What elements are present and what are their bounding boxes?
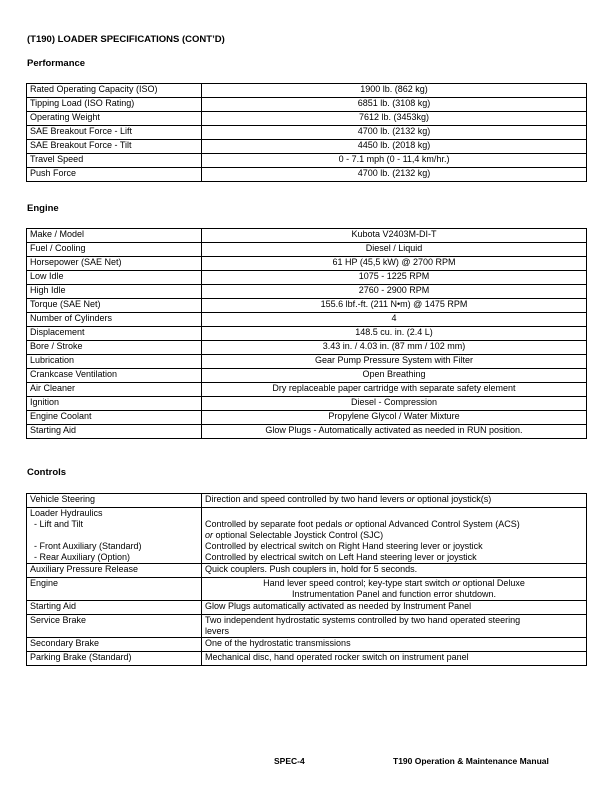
engine-row-label: Lubrication: [27, 355, 202, 369]
service-brake-label: Service Brake: [27, 615, 202, 638]
table-row: [27, 425, 587, 439]
parking-brake-value: Mechanical disc, hand operated rocker switch on instrument panel: [202, 652, 587, 666]
table-row: [27, 243, 587, 257]
controls-engine-label: Engine: [27, 578, 202, 601]
performance-table: [26, 83, 587, 182]
table-row: [27, 285, 587, 299]
engine-row-value: Propylene Glycol / Water Mixture: [202, 411, 587, 425]
engine-table: [26, 228, 587, 439]
loader-hydraulics-label: Loader Hydraulics - Lift and Tilt - Front Auxiliary (Standard) - Rear Auxiliary (Option): [27, 508, 202, 564]
engine-row-label: Displacement: [27, 327, 202, 341]
performance-row-label: Tipping Load (ISO Rating): [27, 98, 202, 112]
performance-rows: [27, 84, 587, 182]
table-row: [27, 313, 587, 327]
parking-brake-label: Parking Brake (Standard): [27, 652, 202, 666]
table-row: [27, 98, 587, 112]
engine-row-label: Crankcase Ventilation: [27, 369, 202, 383]
table-row: [27, 229, 587, 243]
table-row: [27, 601, 587, 615]
performance-row-value: 1900 lb. (862 kg): [202, 84, 587, 98]
controls-table: [26, 493, 587, 666]
engine-row-value: 3.43 in. / 4.03 in. (87 mm / 102 mm): [202, 341, 587, 355]
engine-row-label: Torque (SAE Net): [27, 299, 202, 313]
table-row: [27, 578, 587, 601]
table-row: [27, 564, 587, 578]
performance-row-label: Rated Operating Capacity (ISO): [27, 84, 202, 98]
engine-row-value: Dry replaceable paper cartridge with separate safety element: [202, 383, 587, 397]
table-row: [27, 154, 587, 168]
engine-row-value: Diesel - Compression: [202, 397, 587, 411]
secondary-brake-label: Secondary Brake: [27, 638, 202, 652]
vehicle-steering-label: Vehicle Steering: [27, 494, 202, 508]
loader-hydraulics-value: Controlled by separate foot pedals or optional Advanced Control System (ACS) or optional Selectable Joystick Control (SJC) Controlled by electrical switch on Right Hand steering lever or joystick Controlled by electrical switch on Left Hand steering lever or joystick: [202, 508, 587, 564]
starting-aid-label: Starting Aid: [27, 601, 202, 615]
table-row: [27, 140, 587, 154]
table-row: [27, 168, 587, 182]
performance-row-label: Push Force: [27, 168, 202, 182]
table-row: [27, 494, 587, 508]
performance-row-label: Operating Weight: [27, 112, 202, 126]
table-row: [27, 369, 587, 383]
performance-row-value: 4700 lb. (2132 kg): [202, 168, 587, 182]
starting-aid-value: Glow Plugs automatically activated as needed by Instrument Panel: [202, 601, 587, 615]
performance-row-value: 0 - 7.1 mph (0 - 11,4 km/hr.): [202, 154, 587, 168]
engine-rows: [27, 229, 587, 439]
controls-engine-value: Hand lever speed control; key-type start switch or optional Deluxe Instrumentation Panel and function error shutdown.: [202, 578, 587, 601]
engine-row-value: Diesel / Liquid: [202, 243, 587, 257]
engine-row-label: Ignition: [27, 397, 202, 411]
engine-row-value: 2760 - 2900 RPM: [202, 285, 587, 299]
vehicle-steering-value: Direction and speed controlled by two hand levers or optional joystick(s): [202, 494, 587, 508]
performance-row-value: 4700 lb. (2132 kg): [202, 126, 587, 140]
table-row: [27, 271, 587, 285]
engine-row-value: Open Breathing: [202, 369, 587, 383]
performance-row-label: SAE Breakout Force - Tilt: [27, 140, 202, 154]
engine-row-label: Bore / Stroke: [27, 341, 202, 355]
table-row: [27, 652, 587, 666]
table-row: [27, 397, 587, 411]
service-brake-value: Two independent hydrostatic systems controlled by two hand operated steering levers: [202, 615, 587, 638]
performance-row-label: Travel Speed: [27, 154, 202, 168]
engine-row-label: Engine Coolant: [27, 411, 202, 425]
table-row: [27, 112, 587, 126]
secondary-brake-value: One of the hydrostatic transmissions: [202, 638, 587, 652]
engine-heading: Engine: [27, 203, 59, 214]
table-row: [27, 126, 587, 140]
engine-row-label: Low Idle: [27, 271, 202, 285]
engine-row-label: Air Cleaner: [27, 383, 202, 397]
engine-row-label: Fuel / Cooling: [27, 243, 202, 257]
engine-row-label: Make / Model: [27, 229, 202, 243]
engine-row-label: Number of Cylinders: [27, 313, 202, 327]
engine-row-value: Kubota V2403M-DI-T: [202, 229, 587, 243]
page-title: (T190) LOADER SPECIFICATIONS (CONT’D): [27, 34, 225, 45]
table-row: [27, 257, 587, 271]
controls-heading: Controls: [27, 467, 67, 478]
aux-pressure-label: Auxiliary Pressure Release: [27, 564, 202, 578]
table-row: [27, 615, 587, 638]
engine-row-value: Glow Plugs - Automatically activated as needed in RUN position.: [202, 425, 587, 439]
engine-row-value: 1075 - 1225 RPM: [202, 271, 587, 285]
engine-row-value: Gear Pump Pressure System with Filter: [202, 355, 587, 369]
table-row: [27, 508, 587, 564]
engine-row-label: Horsepower (SAE Net): [27, 257, 202, 271]
table-row: [27, 84, 587, 98]
table-row: [27, 355, 587, 369]
aux-pressure-value: Quick couplers. Push couplers in, hold for 5 seconds.: [202, 564, 587, 578]
performance-row-label: SAE Breakout Force - Lift: [27, 126, 202, 140]
performance-row-value: 6851 lb. (3108 kg): [202, 98, 587, 112]
table-row: [27, 411, 587, 425]
engine-row-value: 4: [202, 313, 587, 327]
engine-row-value: 148.5 cu. in. (2.4 L): [202, 327, 587, 341]
engine-row-value: 155.6 lbf.-ft. (211 N•m) @ 1475 RPM: [202, 299, 587, 313]
table-row: [27, 638, 587, 652]
engine-row-label: High Idle: [27, 285, 202, 299]
footer-page-number: SPEC-4: [274, 756, 305, 766]
engine-row-label: Starting Aid: [27, 425, 202, 439]
performance-row-value: 7612 lb. (3453kg): [202, 112, 587, 126]
footer-manual-title: T190 Operation & Maintenance Manual: [393, 756, 549, 766]
table-row: [27, 383, 587, 397]
engine-row-value: 61 HP (45,5 kW) @ 2700 RPM: [202, 257, 587, 271]
table-row: [27, 327, 587, 341]
performance-heading: Performance: [27, 58, 86, 69]
performance-row-value: 4450 lb. (2018 kg): [202, 140, 587, 154]
table-row: [27, 341, 587, 355]
table-row: [27, 299, 587, 313]
